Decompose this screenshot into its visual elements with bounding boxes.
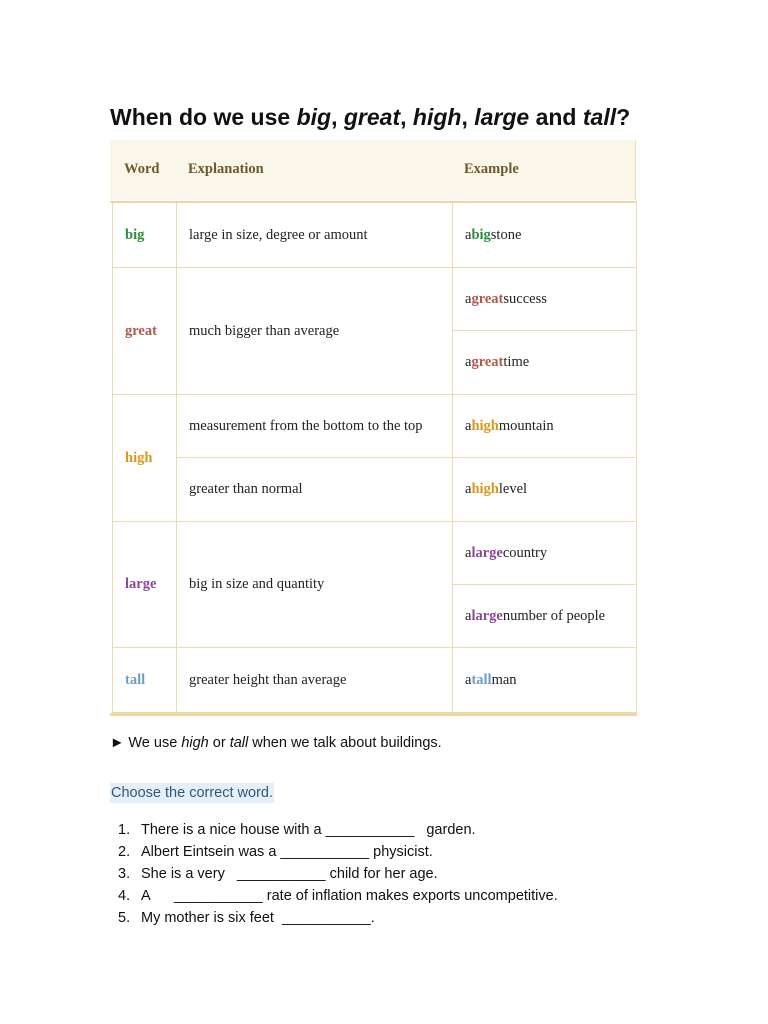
explanation-cell-large: big in size and quantity	[176, 522, 453, 648]
arrow-icon: ►	[110, 735, 125, 751]
table-header	[110, 140, 636, 200]
exercise-instruction: Choose the correct word.	[111, 785, 273, 801]
explanation-cell-great: much bigger than average	[176, 268, 453, 395]
example-cell-great-1: agreatsuccess	[452, 268, 637, 331]
explanation-cell-big: large in size, degree or amount	[176, 203, 453, 268]
header-example: Example	[464, 161, 519, 177]
header-word: Word	[124, 161, 160, 177]
table-bottom-rule	[110, 713, 637, 716]
word-cell-big: big	[112, 203, 177, 268]
word-cell-tall: tall	[112, 648, 177, 713]
example-cell-big: abigstone	[452, 203, 637, 268]
explanation-cell-tall: greater height than average	[176, 648, 453, 713]
page-title: When do we use big, great, high, large and tall?	[110, 104, 631, 130]
example-cell-large-1: alargecountry	[452, 522, 637, 585]
example-cell-great-2: agreattime	[452, 331, 637, 395]
header-explanation: Explanation	[188, 161, 264, 177]
word-cell-great: great	[112, 268, 177, 395]
example-cell-large-2: alargenumber of people	[452, 585, 637, 648]
explanation-cell-high-2: greater than normal	[176, 458, 453, 522]
word-cell-high: high	[112, 395, 177, 522]
word-cell-large: large	[112, 522, 177, 648]
explanation-cell-high-1: measurement from the bottom to the top	[176, 395, 453, 458]
example-cell-tall: atallman	[452, 648, 637, 713]
example-cell-high-1: ahighmountain	[452, 395, 637, 458]
usage-note: ► We use high or tall when we talk about buildings.	[110, 735, 442, 751]
example-cell-high-2: ahighlevel	[452, 458, 637, 522]
